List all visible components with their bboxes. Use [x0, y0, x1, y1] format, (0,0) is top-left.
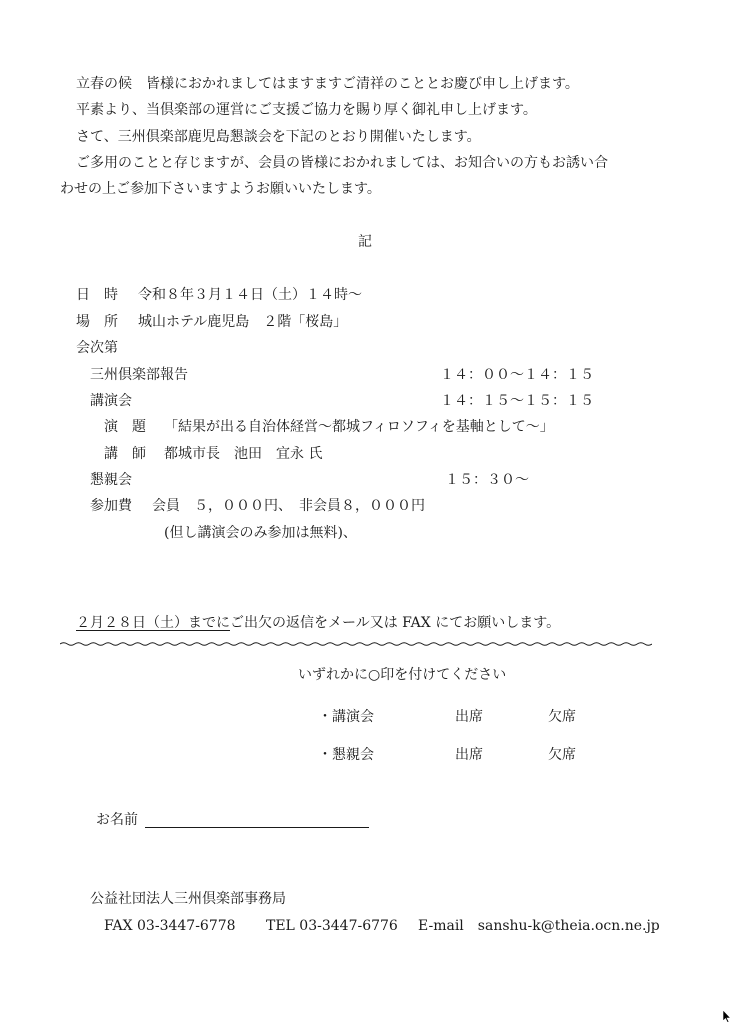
lecture-label: 講演会 — [90, 393, 132, 409]
email-address: E-mail sanshu-k@theia.ocn.ne.jp — [418, 918, 660, 934]
theme-label: 演 題 — [104, 419, 146, 435]
row-event: ・懇親会 — [318, 747, 374, 763]
party-label: 懇親会 — [90, 472, 132, 488]
fee-value: 会員 ５，０００円、 非会員８，０００円 — [152, 498, 425, 514]
fee-note: (但し講演会のみ参加は無料)、 — [164, 525, 357, 541]
intro-line-1: 立春の候 皆様におかれましてはますますご清祥のこととお慶び申し上げます。 — [76, 76, 579, 92]
name-label: お名前 — [96, 812, 138, 828]
deadline-text: ご出欠の返信をメール又は FAX にてお願いします。 — [230, 615, 561, 631]
lecture-time: １４：１５～１５：１５ — [440, 393, 594, 409]
party-time: １５：３０～ — [445, 472, 529, 488]
theme-value: 「結果が出る自治体経営～都城フィロソフィを基軸として～」 — [164, 419, 554, 435]
absent-option[interactable]: 欠席 — [548, 747, 576, 763]
date-label: 日 時 — [76, 287, 118, 303]
row-event: ・講演会 — [318, 709, 374, 725]
speaker-label: 講 師 — [104, 446, 146, 462]
intro-line-4: ご多用のことと存じますが、会員の皆様におかれましては、お知合いの方もお誘い合 — [76, 155, 608, 171]
intro-line-3: さて、三州倶楽部鹿児島懇談会を下記のとおり開催いたします。 — [76, 129, 481, 145]
ki-heading: 記 — [358, 234, 372, 250]
attend-option[interactable]: 出席 — [455, 747, 483, 763]
report-time: １４：００～１４：１５ — [440, 367, 594, 383]
attend-option[interactable]: 出席 — [455, 709, 483, 725]
tel-number: TEL 03-3447-6776 — [266, 918, 398, 934]
wave-divider — [60, 637, 652, 651]
mouse-cursor-icon — [722, 1010, 732, 1023]
intro-line-2: 平素より、当倶楽部の運営にご支援ご協力を賜り厚く御礼申し上げます。 — [76, 102, 537, 118]
report-label: 三州倶楽部報告 — [90, 367, 188, 383]
program-label: 会次第 — [76, 340, 118, 356]
circle-instruction: いずれかに○印を付けてください — [298, 667, 507, 683]
place-value: 城山ホテル鹿児島 ２階「桜島」 — [138, 314, 348, 330]
place-label: 場 所 — [76, 314, 118, 330]
fax-number: FAX 03-3447-6778 — [104, 918, 236, 934]
org-name: 公益社団法人三州倶楽部事務局 — [90, 891, 286, 907]
fee-label: 参加費 — [90, 498, 132, 514]
absent-option[interactable]: 欠席 — [548, 709, 576, 725]
date-value: 令和８年３月１４日（土）１４時～ — [138, 287, 362, 303]
deadline-date: ２月２８日（土）までに — [76, 615, 230, 631]
deadline-line — [76, 614, 560, 632]
intro-line-5: わせの上ご参加下さいますようお願いいたします。 — [60, 181, 381, 197]
name-field[interactable] — [145, 827, 369, 828]
speaker-value: 都城市長 池田 宜永 氏 — [164, 446, 323, 462]
